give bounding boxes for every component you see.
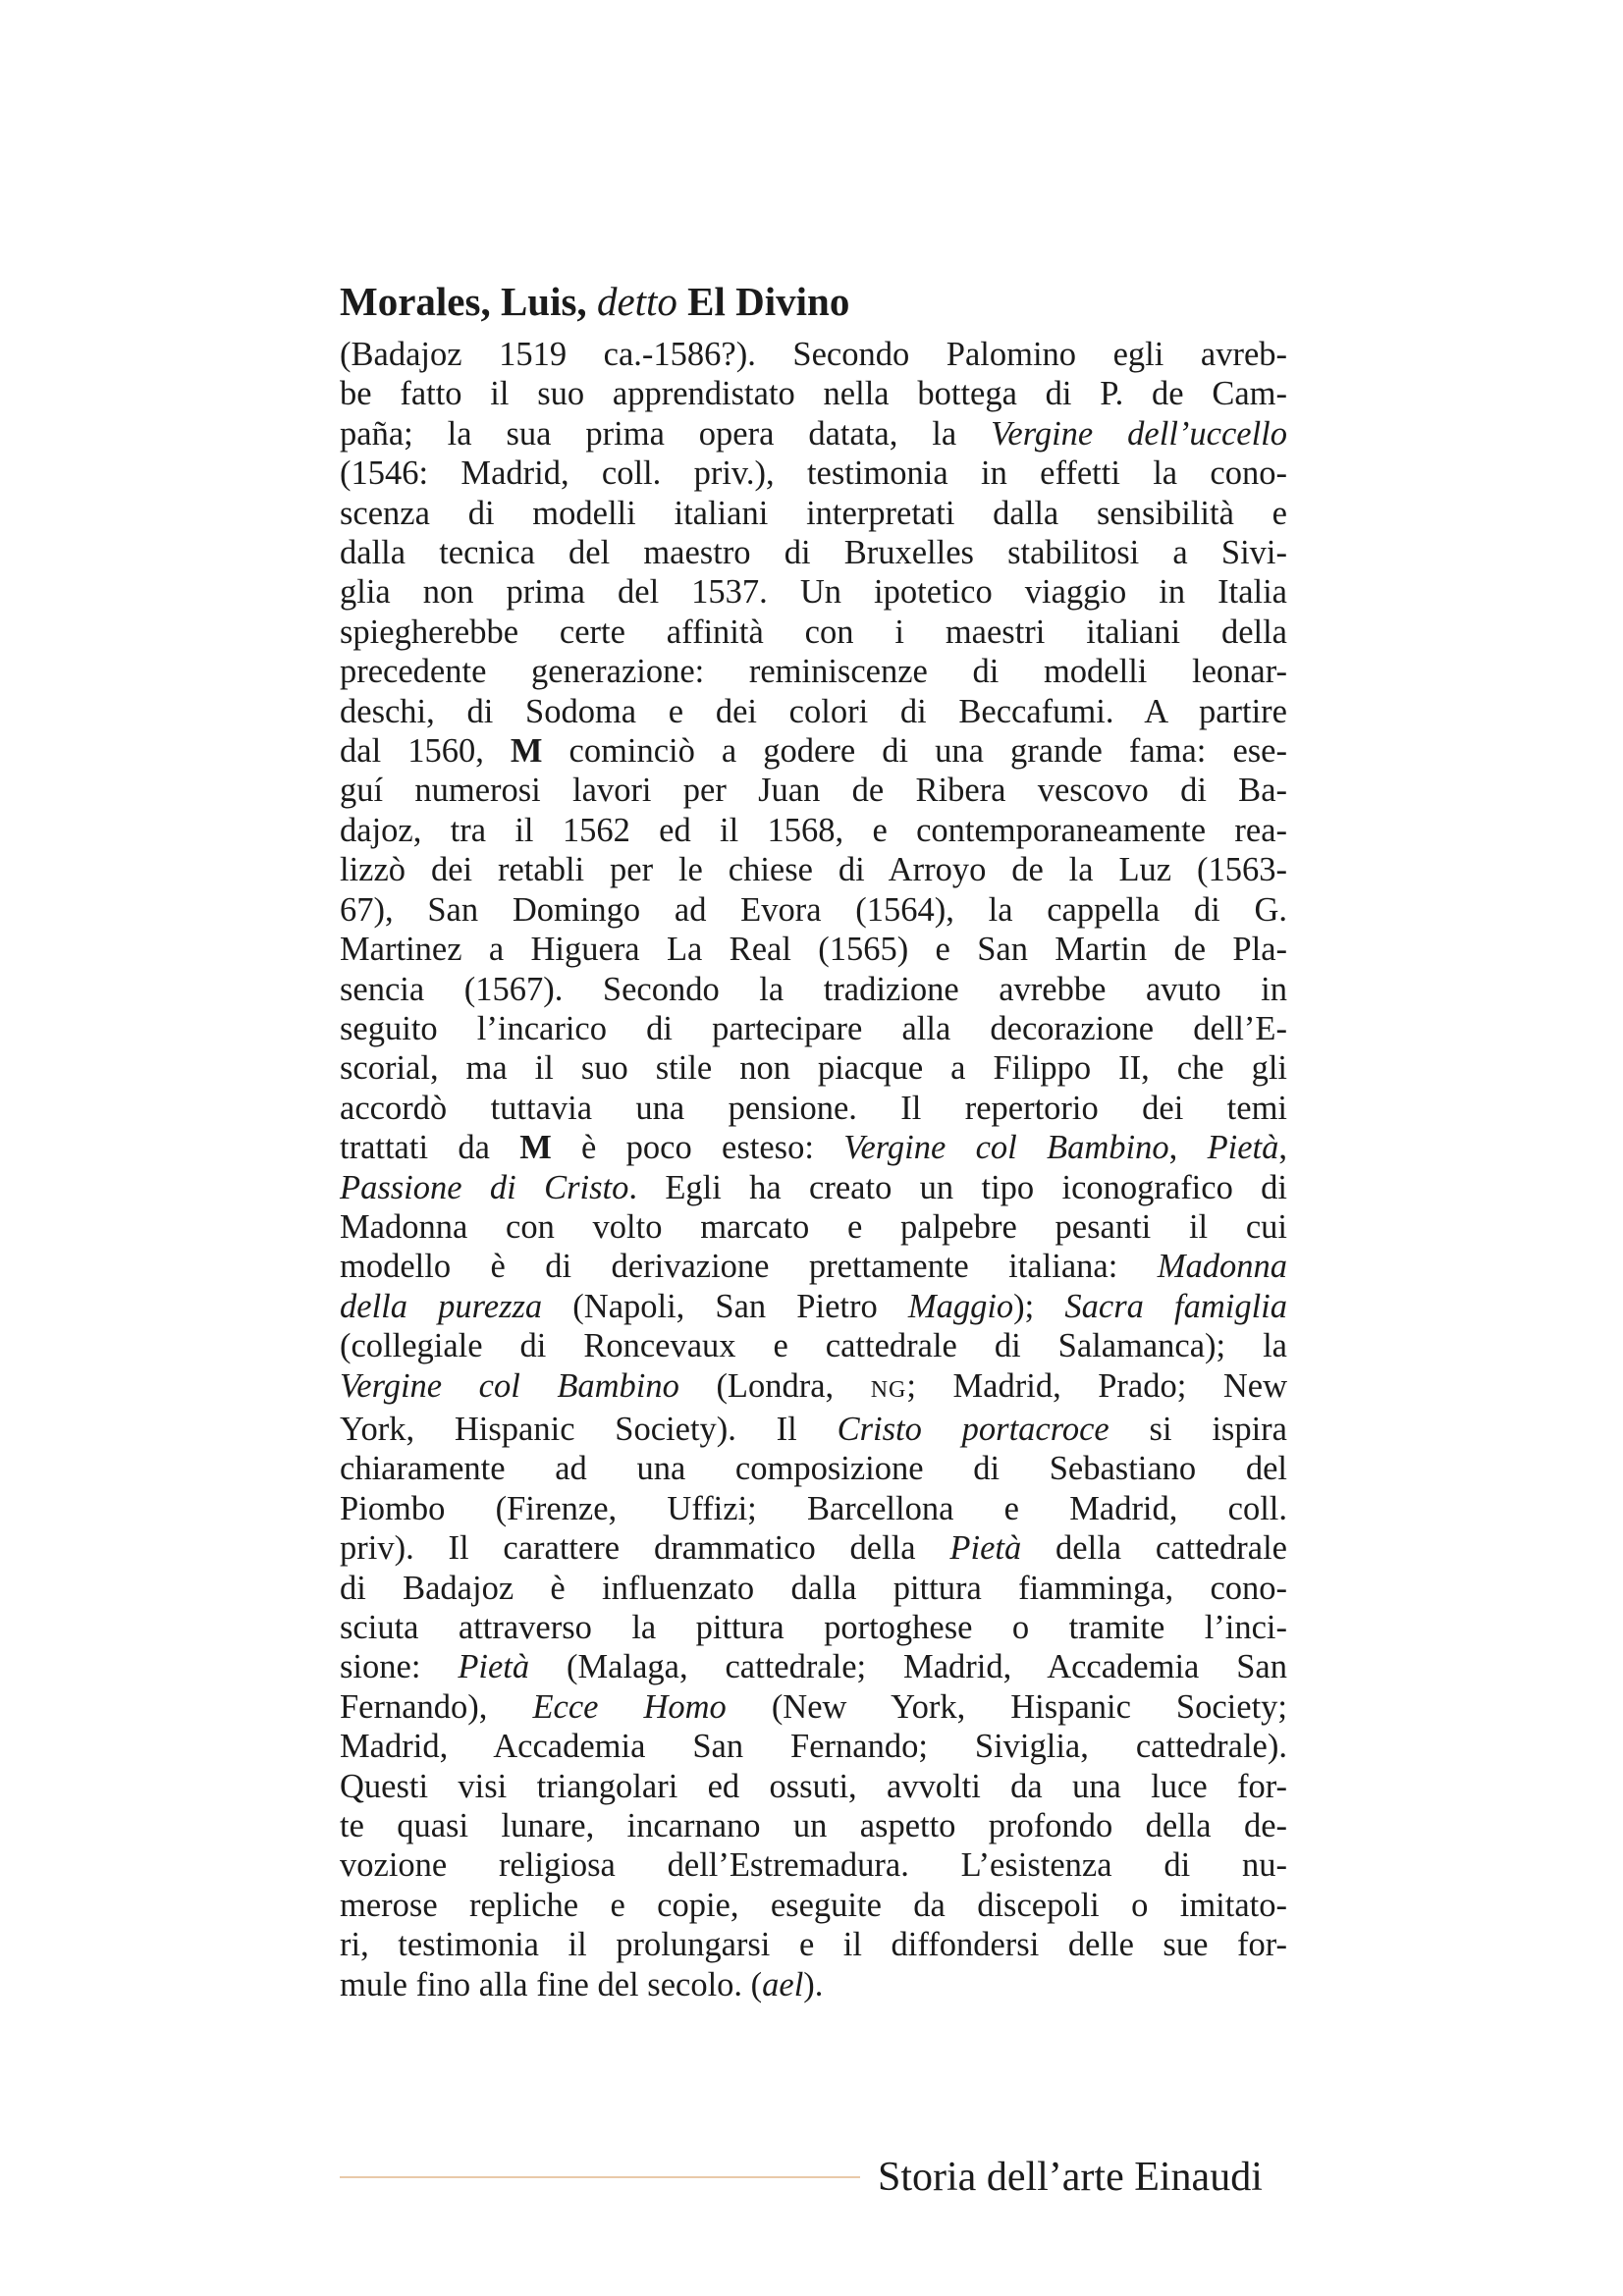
text-run: (1546: Madrid, coll. priv.), testimonia in effetti la cono-: [340, 454, 1287, 493]
text-run: Madonna: [1157, 1248, 1287, 1286]
text-run: Cristo portacroce: [837, 1410, 1109, 1448]
text-line: [340, 1608, 1287, 1647]
text-line: [340, 1727, 1287, 1766]
text-run: Maggio: [907, 1287, 1014, 1325]
text-run: modello è di derivazione prettamente italiana:: [340, 1248, 1158, 1286]
text-run: chiaramente ad una composizione di Sebastiano del: [340, 1450, 1287, 1488]
text-run: spiegherebbe certe affinità con i maestri italiani della: [340, 613, 1287, 651]
text-run: seguito l’incarico di partecipare alla decorazione dell’E-: [340, 1009, 1287, 1047]
text-line: [340, 1647, 1287, 1686]
text-run: merose repliche e copie, eseguite da discepoli o imitato-: [340, 1886, 1287, 1924]
text-run: ael: [762, 1965, 804, 2003]
text-run: Passione di Cristo: [340, 1168, 629, 1206]
text-line: [340, 1925, 1287, 1964]
text-run: Madrid, Accademia San Fernando; Siviglia, cattedrale).: [340, 1728, 1287, 1766]
text-line: [340, 572, 1287, 612]
text-line: [340, 811, 1287, 850]
text-run: Sacra famiglia: [1064, 1287, 1287, 1325]
text-run: si ispira: [1109, 1410, 1287, 1448]
text-line: [340, 1569, 1287, 1608]
text-line: [340, 1366, 1287, 1410]
text-run: guí numerosi lavori per Juan de Ribera vescovo di Ba-: [340, 772, 1287, 810]
text-line: [340, 692, 1287, 731]
text-run: sencia (1567). Secondo la tradizione avrebbe avuto in: [340, 970, 1287, 1008]
text-run: (Londra,: [678, 1366, 871, 1405]
text-run: Pietà: [458, 1648, 530, 1686]
text-run: scorial, ma il suo stile non piacque a Filippo II, che gli: [340, 1049, 1287, 1088]
text-line: [340, 771, 1287, 810]
text-run: sciuta attraverso la pittura portoghese o tramite l’inci-: [340, 1609, 1287, 1646]
text-run: be fatto il suo apprendistato nella bottega di P. de Cam-: [340, 375, 1287, 413]
text-line: [340, 1048, 1287, 1088]
text-line: [340, 1009, 1287, 1048]
entry-title: [340, 274, 1322, 329]
text-run: York, Hispanic Society). Il: [340, 1410, 838, 1448]
entry-title-detto: detto: [596, 279, 677, 324]
text-run: è poco esteso:: [551, 1129, 844, 1167]
text-run: 67), San Domingo ad Evora (1564), la cappella di G.: [340, 890, 1287, 929]
footer-rule: [340, 2176, 860, 2178]
text-run: paña; la sua prima opera datata, la: [340, 414, 992, 453]
entry-title-name: Morales, Luis,: [340, 279, 587, 324]
text-run: (Malaga, cattedrale; Madrid, Accademia San: [529, 1648, 1287, 1686]
text-line: [340, 731, 1287, 771]
text-run: Questi visi triangolari ed ossuti, avvolti da una luce for-: [340, 1767, 1287, 1805]
text-line: [340, 970, 1287, 1009]
text-line: [340, 1287, 1287, 1326]
text-run: lizzò dei retabli per le chiese di Arroyo de la Luz (1563-: [340, 851, 1287, 889]
text-line: [340, 1687, 1287, 1727]
text-line: [340, 613, 1287, 652]
text-line: [340, 1886, 1287, 1925]
text-run: glia non prima del 1537. Un ipotetico viaggio in Italia: [340, 573, 1287, 612]
text-run: scenza di modelli italiani interpretati dalla sensibilità e: [340, 494, 1287, 532]
text-line: [340, 1449, 1287, 1488]
text-run: di Badajoz è influenzato dalla pittura fiamminga, cono-: [340, 1569, 1287, 1607]
text-line: [340, 454, 1287, 493]
text-run: trattati da: [340, 1129, 520, 1167]
text-line: [340, 1089, 1287, 1128]
text-run: vozione religiosa dell’Estremadura. L’esistenza di nu-: [340, 1846, 1287, 1885]
text-run: Pietà: [1207, 1129, 1279, 1167]
text-line: [340, 1207, 1287, 1247]
text-run: te quasi lunare, incarnano un aspetto profondo della de-: [340, 1807, 1287, 1845]
text-run: ri, testimonia il prolungarsi e il diffondersi delle sue for-: [340, 1926, 1287, 1964]
text-line: [340, 1767, 1287, 1806]
text-run: della purezza: [340, 1287, 543, 1325]
text-line: [340, 1965, 1287, 2004]
text-run: ,: [1278, 1129, 1287, 1167]
text-run: dalla tecnica del maestro di Bruxelles stabilitosi a Sivi-: [340, 534, 1287, 572]
text-run: cominciò a godere di una grande fama: ese-: [542, 732, 1287, 771]
text-run: Pietà: [949, 1529, 1022, 1568]
text-run: Madonna con volto marcato e palpebre pesanti il cui: [340, 1207, 1287, 1246]
text-line: [340, 374, 1287, 413]
text-line: [340, 890, 1287, 930]
text-run: mule fino alla fine del secolo. (: [340, 1965, 763, 2003]
text-line: [340, 1806, 1287, 1845]
text-run: );: [1013, 1287, 1065, 1325]
text-line: [340, 335, 1287, 374]
text-run: ,: [1168, 1129, 1208, 1167]
text-run: precedente generazione: reminiscenze di modelli leonar-: [340, 653, 1287, 691]
text-run: Vergine col Bambino: [340, 1366, 679, 1405]
text-run: (Badajoz 1519 ca.-1586?). Secondo Palomino egli avreb-: [340, 336, 1287, 373]
text-line: [340, 1168, 1287, 1207]
text-run: ; Madrid, Prado; New: [906, 1366, 1287, 1405]
text-run: Ecce Homo: [532, 1687, 727, 1726]
text-run: ).: [803, 1965, 824, 2003]
entry-title-nickname: El Divino: [687, 279, 850, 324]
text-line: [340, 652, 1287, 691]
text-run: dajoz, tra il 1562 ed il 1568, e contemporaneamente rea-: [340, 811, 1287, 849]
text-line: [340, 930, 1287, 969]
text-run: M: [510, 732, 543, 771]
text-run: NG: [870, 1376, 907, 1403]
text-run: sione:: [340, 1648, 459, 1686]
text-line: [340, 1528, 1287, 1568]
text-run: priv). Il carattere drammatico della: [340, 1529, 950, 1568]
footer-title: Storia dell’arte Einaudi: [878, 2155, 1263, 2200]
entry-body: [340, 335, 1287, 2004]
text-run: (Napoli, San Pietro: [542, 1287, 908, 1325]
text-line: [340, 1845, 1287, 1885]
text-line: [340, 1247, 1287, 1286]
text-run: Fernando),: [340, 1687, 533, 1726]
text-line: [340, 850, 1287, 889]
text-run: Vergine dell’uccello: [991, 414, 1287, 453]
text-line: [340, 1128, 1287, 1167]
text-run: (New York, Hispanic Society;: [726, 1687, 1287, 1726]
text-line: [340, 533, 1287, 572]
text-run: M: [519, 1129, 552, 1167]
text-run: (collegiale di Roncevaux e cattedrale di Salamanca); la: [340, 1327, 1287, 1365]
text-run: accordò tuttavia una pensione. Il repertorio dei temi: [340, 1089, 1287, 1127]
text-run: deschi, di Sodoma e dei colori di Beccafumi. A partire: [340, 692, 1287, 730]
text-run: dal 1560,: [340, 732, 511, 771]
text-run: Martinez a Higuera La Real (1565) e San Martin de Pla-: [340, 931, 1287, 969]
text-line: [340, 1326, 1287, 1365]
text-line: [340, 1410, 1287, 1449]
text-run: Vergine col Bambino: [843, 1129, 1169, 1167]
text-run: . Egli ha creato un tipo iconografico di: [628, 1168, 1287, 1206]
text-run: della cattedrale: [1021, 1529, 1287, 1568]
text-run: Piombo (Firenze, Uffizi; Barcellona e Madrid, coll.: [340, 1489, 1287, 1527]
text-line: [340, 1489, 1287, 1528]
text-line: [340, 494, 1287, 533]
text-line: [340, 414, 1287, 454]
